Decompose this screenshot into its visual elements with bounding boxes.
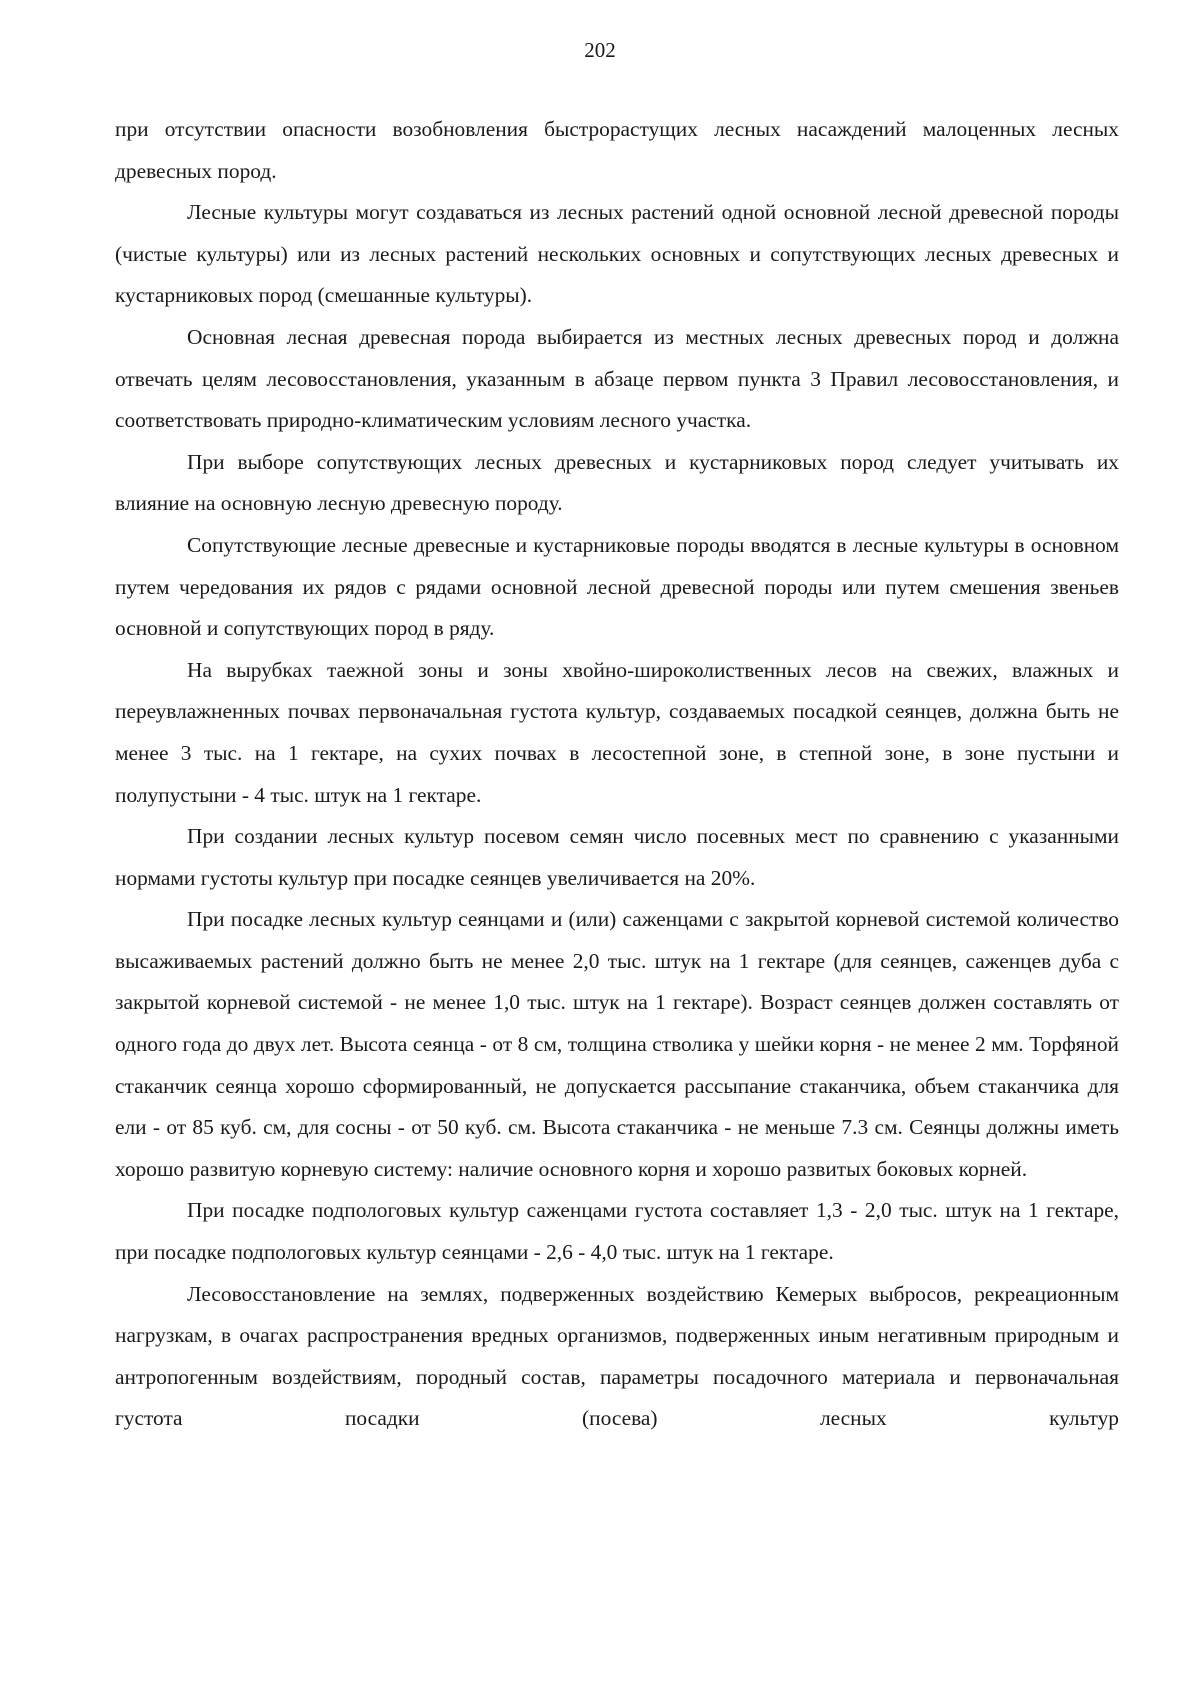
paragraph-impacted-lands: Лесовосстановление на землях, подверженных воздействию Кемерых выбросов, рекреационным нагрузкам, в очагах распространения вредных организмов, подверженных иным негативным природным и антропогенным воздействиям, породный состав, параметры посадочного материала и первоначальная густота посадки (посева) лесных культур (115, 1281, 1119, 1431)
paragraph-undercanopy-cultures: При посадке подпологовых культур саженцами густота составляет 1,3 - 2,0 тыс. штук на 1 гектаре, при посадке подпологовых культур сеянцами - 2,6 - 4,0 тыс. штук на 1 гектаре. (115, 1198, 1119, 1265)
paragraph-initial-density: На вырубках таежной зоны и зоны хвойно-широколиственных лесов на свежих, влажных и переувлажненных почвах первоначальная густота культур, создаваемых посадкой сеянцев, должна быть не менее 3 тыс. на 1 гектаре, на сухих почвах в лесостепной зоне, в степной зоне, в зоне пустыни и полупустыни - 4 тыс. штук на 1 гектаре. (115, 657, 1119, 807)
paragraph-main-species-selection: Основная лесная древесная порода выбирается из местных лесных древесных пород и должна отвечать целям лесовосстановления, указанным в абзаце первом пункта 3 Правил лесовосстановления, и соответствовать природно-климатическим условиям лесного участка. (115, 324, 1119, 433)
page-number: 202 (584, 38, 616, 62)
paragraph-continuation: при отсутствии опасности возобновления быстрорастущих лесных насаждений малоценных лесных древесных пород. (115, 117, 1119, 183)
document-body (115, 109, 1119, 1440)
paragraph-accompanying-species: При выборе сопутствующих лесных древесных и кустарниковых пород следует учитывать их влияние на основную лесную древесную породу. (115, 449, 1119, 516)
paragraph-closed-root-system: При посадке лесных культур сеянцами и (или) саженцами с закрытой корневой системой количество высаживаемых растений должно быть не менее 2,0 тыс. штук на 1 гектаре (для сеянцев, саженцев дуба с закрытой корневой системой - не менее 1,0 тыс. штук на 1 гектаре). Возраст сеянцев должен составлять от одного года до двух лет. Высота сеянца - от 8 см, толщина стволика у шейки корня - не менее 2 мм. Торфяной стаканчик сеянца хорошо сформированный, не допускается рассыпание стаканчика, объем стаканчика для ели - от 85 куб. см, для сосны - от 50 куб. см. Высота стаканчика - не меньше 7.3 см. Сеянцы должны иметь хорошо развитую корневую систему: наличие основного корня и хорошо развитых боковых корней. (115, 907, 1119, 1181)
paragraph-seeding-increase: При создании лесных культур посевом семян число посевных мест по сравнению с указанными нормами густоты культур при посадке сеянцев увеличивается на 20%. (115, 824, 1119, 890)
paragraph-accompanying-introduction: Сопутствующие лесные древесные и кустарниковые породы вводятся в лесные культуры в основном путем чередования их рядов с рядами основной лесной древесной породы или путем смешения звеньев основной и сопутствующих пород в ряду. (115, 532, 1119, 641)
paragraph-forest-cultures-composition: Лесные культуры могут создаваться из лесных растений одной основной лесной древесной породы (чистые культуры) или из лесных растений нескольких основных и сопутствующих лесных древесных и кустарниковых пород (смешанные культуры). (115, 200, 1119, 308)
